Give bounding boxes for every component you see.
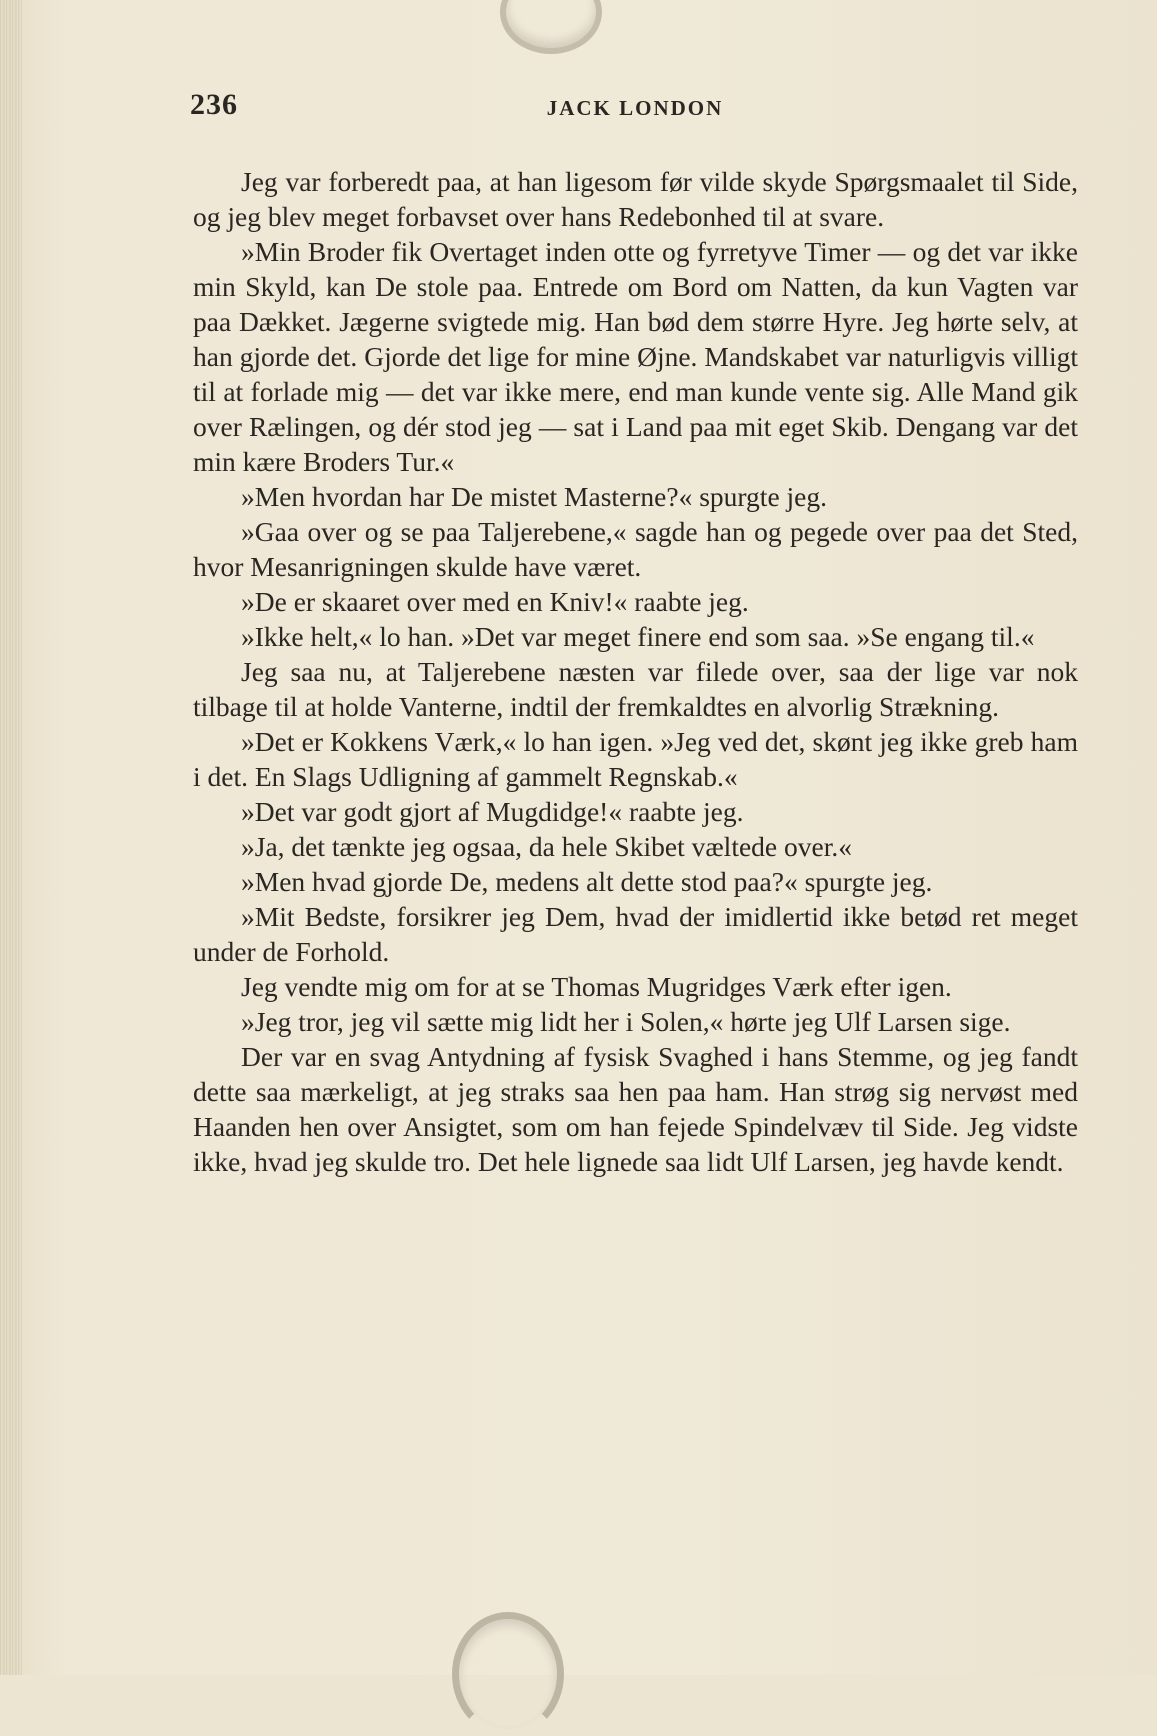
running-head: JACK LONDON [546,96,724,120]
punch-hole-top [500,0,602,54]
paragraph: »Mit Bedste, forsikrer jeg Dem, hvad der imidlertid ikke betød ret meget under de Forhold. [193,901,1078,967]
paragraph: »Men hvad gjorde De, medens alt dette stod paa?« spurgte jeg. [241,866,933,897]
paragraph: »Ja, det tænkte jeg ogsaa, da hele Skibet væltede over.« [241,831,852,862]
page-header [190,88,1080,128]
paragraph: »De er skaaret over med en Kniv!« raabte jeg. [241,586,749,617]
paragraph: Jeg saa nu, at Taljerebene næsten var filede over, saa der lige var nok tilbage til at holde Vanterne, indtil der fremkaldtes en alvorlig Strækning. [193,656,1078,722]
paragraph: Jeg var forberedt paa, at han ligesom før vilde skyde Spørgsmaalet til Side, og jeg blev meget forbavset over hans Redebonhed til at svare. [193,166,1078,232]
paragraph: »Gaa over og se paa Taljerebene,« sagde han og pegede over paa det Sted, hvor Mesanrigningen skulde have været. [193,516,1078,582]
paragraph: »Jeg tror, jeg vil sætte mig lidt her i Solen,« hørte jeg Ulf Larsen sige. [241,1006,1011,1037]
paragraph: »Ikke helt,« lo han. »Det var meget finere end som saa. »Se engang til.« [241,621,1035,652]
paragraph: Der var en svag Antydning af fysisk Svaghed i hans Stemme, og jeg fandt dette saa mærkeligt, at jeg straks saa hen paa ham. Han strøg sig nervøst med Haanden hen over Ansigtet, som om han fejede Spindelvæv til Side. Jeg vidste ikke, hvad jeg skulde tro. Det hele lignede saa lidt Ulf Larsen, jeg havde kendt. [193,1041,1078,1177]
page-number: 236 [190,88,238,121]
punch-hole-bottom [452,1612,564,1736]
paragraph: »Min Broder fik Overtaget inden otte og fyrretyve Timer — og det var ikke min Skyld, kan De stole paa. Entrede om Bord om Natten, da kun Vagten var paa Dækket. Jægerne svigtede mig. Han bød dem større Hyre. Jeg hørte selv, at han gjorde det. Gjorde det lige for mine Øjne. Mandskabet var naturligvis villigt til at forlade mig — det var ikke mere, end man kunde vente sig. Alle Mand gik over Rælingen, og dér stod jeg — sat i Land paa mit eget Skib. Dengang var det min kære Broders Tur.« [193,236,1078,477]
page-edge [0,0,22,1675]
paragraph: Jeg vendte mig om for at se Thomas Mugridges Værk efter igen. [241,971,952,1002]
body-text [193,164,1078,1179]
paragraph: »Det er Kokkens Værk,« lo han igen. »Jeg ved det, skønt jeg ikke greb ham i det. En Slags Udligning af gammelt Regnskab.« [193,726,1078,792]
paragraph: »Det var godt gjort af Mugdidge!« raabte jeg. [241,796,744,827]
paragraph: »Men hvordan har De mistet Masterne?« spurgte jeg. [241,481,827,512]
